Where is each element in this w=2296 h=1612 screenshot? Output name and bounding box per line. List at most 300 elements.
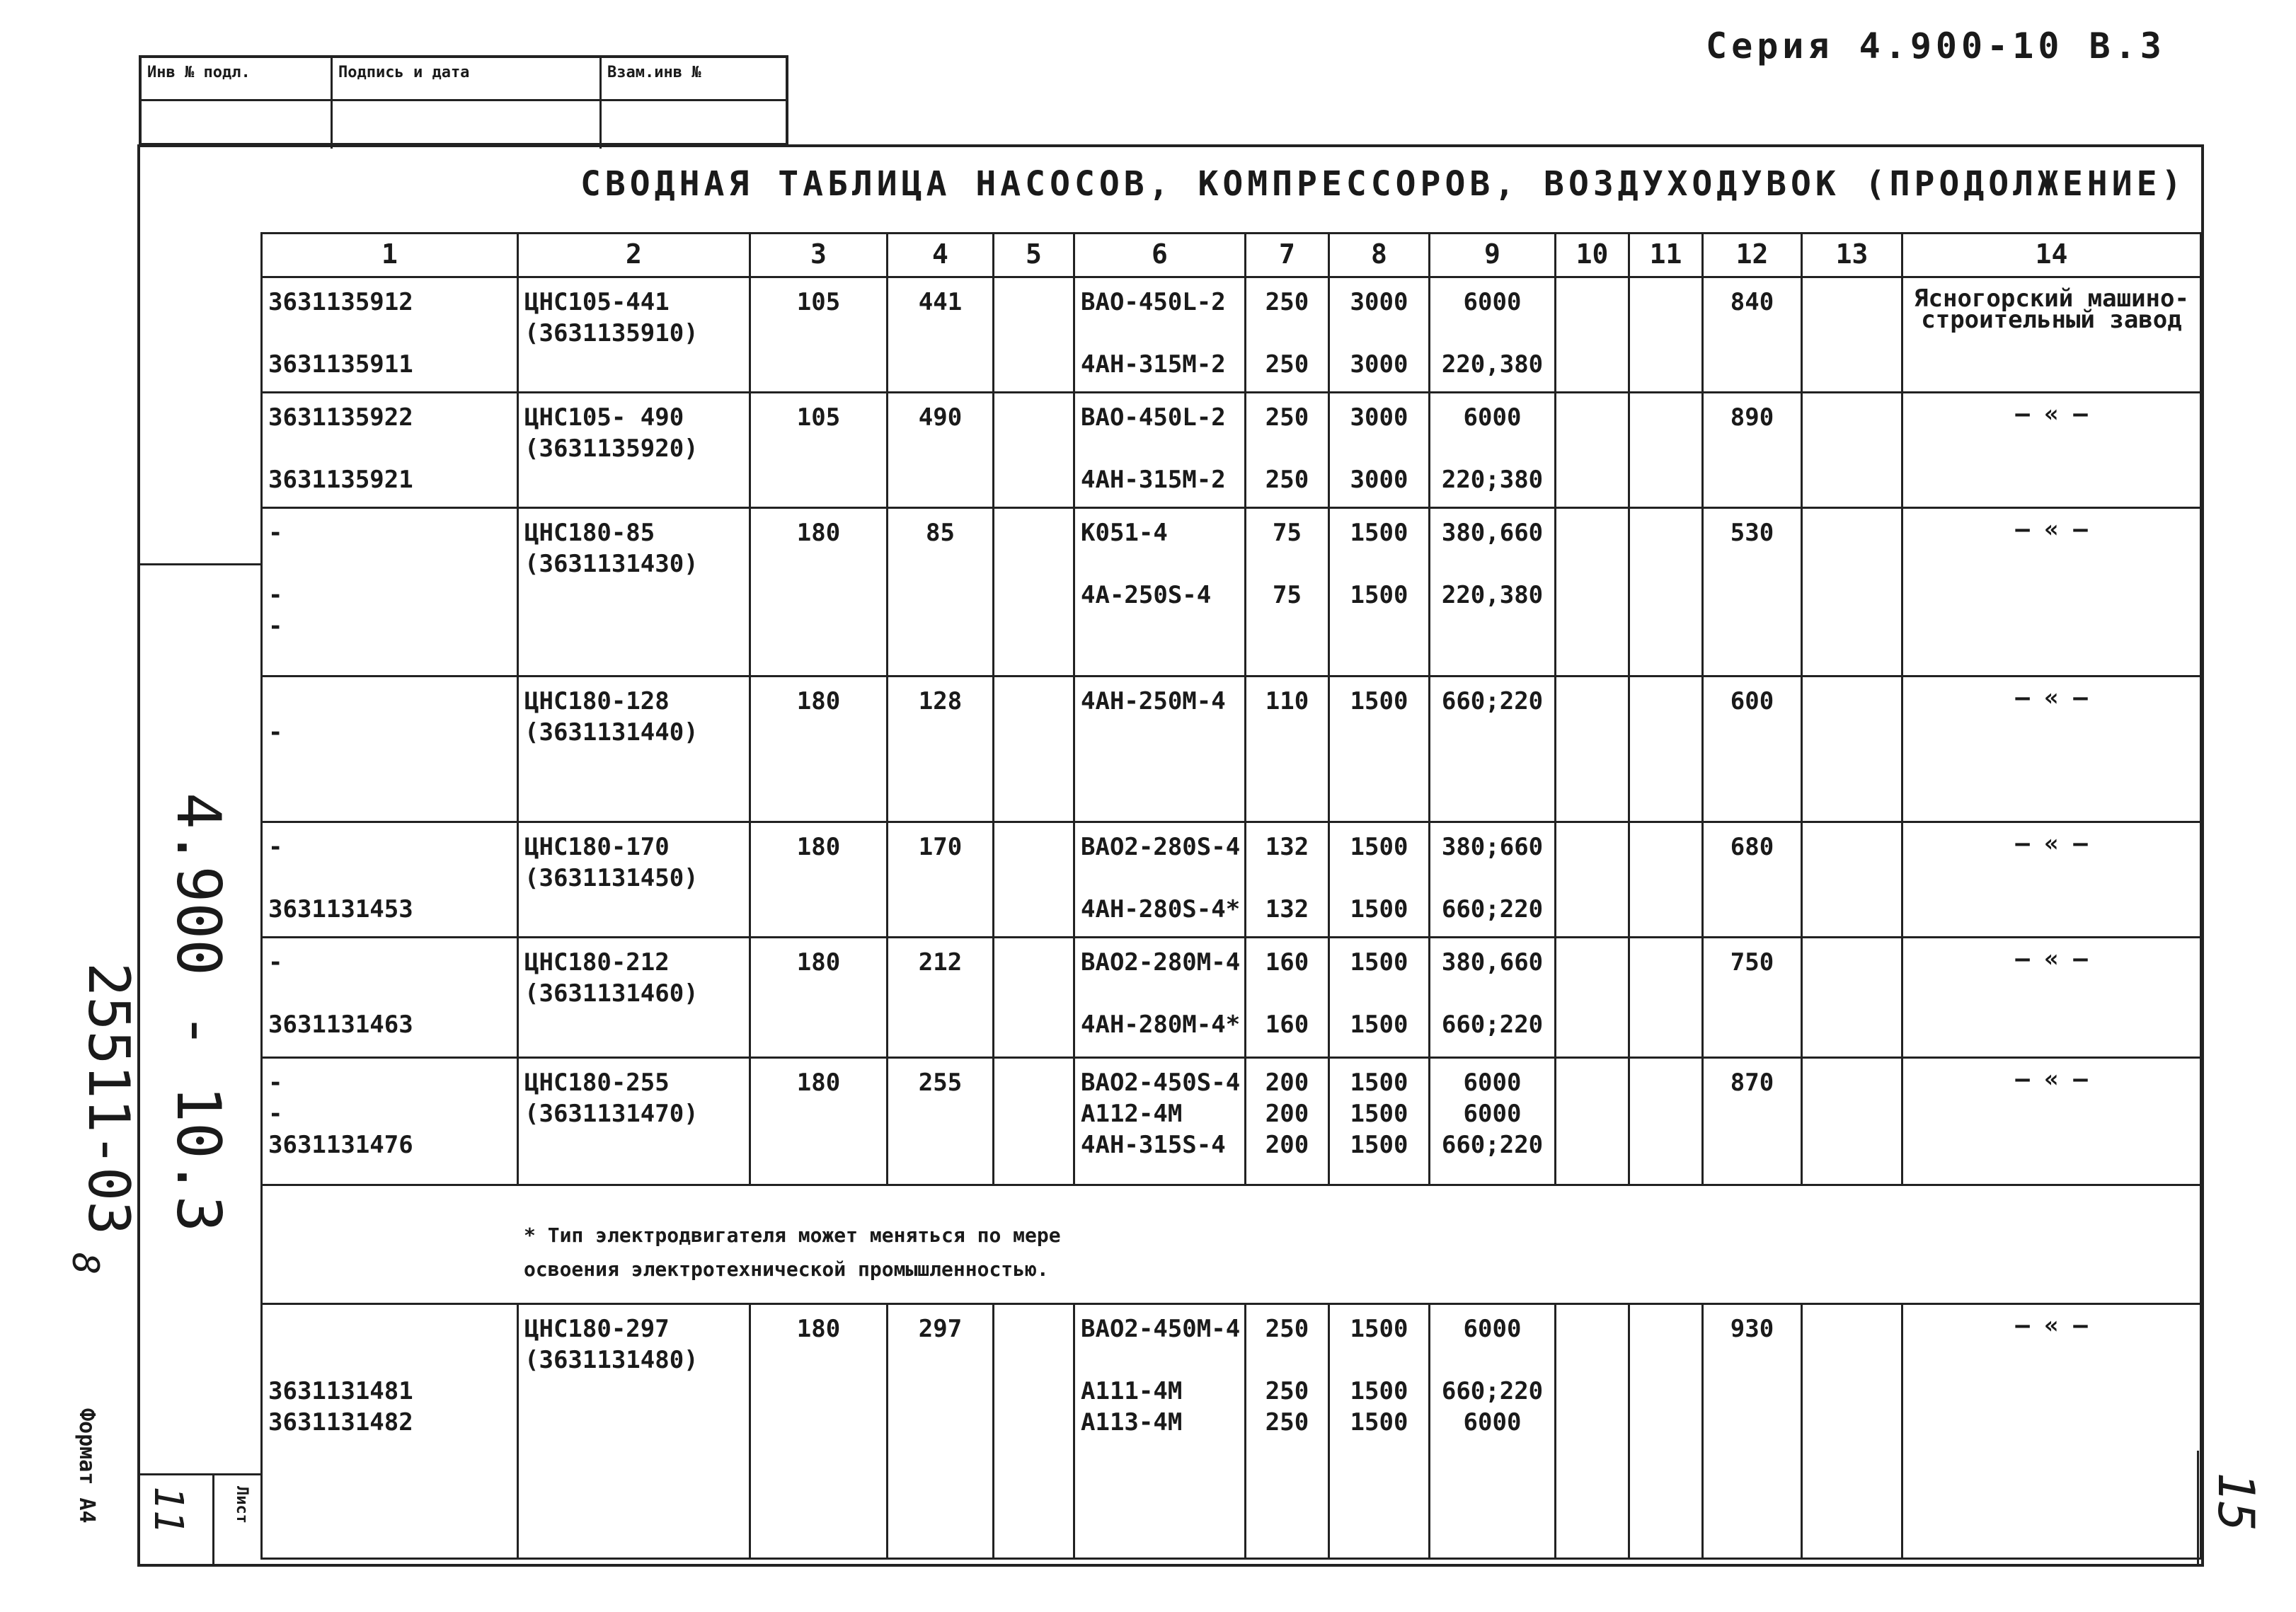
cell-line: 3631135911 xyxy=(268,350,413,379)
cell-line xyxy=(1081,1346,1239,1377)
cell-col-14 xyxy=(1902,1058,2201,1185)
cell-line: 660;220 xyxy=(1441,895,1544,923)
approval-stamp xyxy=(139,55,788,146)
cell-col-10 xyxy=(1556,277,1629,393)
header-col-14: 14 xyxy=(1902,234,2201,277)
cell-line: - xyxy=(268,612,283,640)
cell-line xyxy=(268,434,511,466)
cell-value: — « — xyxy=(2015,1311,2088,1340)
cell-line: 1500 xyxy=(1350,833,1408,861)
cell-line: 160 xyxy=(1265,948,1309,977)
cell-col-7 xyxy=(1246,938,1329,1058)
cell-col-13 xyxy=(1802,393,1902,508)
cell-col-4 xyxy=(888,393,994,508)
cell-col-9 xyxy=(1430,1058,1556,1185)
cell-col-6 xyxy=(1074,938,1246,1058)
table-row xyxy=(262,822,2201,938)
cell-line xyxy=(1336,979,1423,1011)
cell-line: 380,660 xyxy=(1441,948,1544,977)
cell-line: 3631131476 xyxy=(268,1131,413,1159)
cell-col-2 xyxy=(518,1304,750,1559)
cell-line: 110 xyxy=(1265,687,1309,715)
cell-line: А113-4М xyxy=(1081,1408,1183,1437)
cell-line xyxy=(1336,864,1423,895)
cell-line xyxy=(1336,434,1423,466)
header-col-11: 11 xyxy=(1629,234,1703,277)
cell-line: (3631135910) xyxy=(524,319,699,347)
cell-line xyxy=(1081,434,1239,466)
cell-line: 3631131482 xyxy=(268,1408,413,1437)
cell-col-10 xyxy=(1556,1058,1629,1185)
cell-line: (3631131440) xyxy=(524,718,699,747)
cell-col-8 xyxy=(1329,508,1430,677)
cell-line: 3631135912 xyxy=(268,288,413,316)
cell-line: - xyxy=(268,1100,283,1128)
stamp-cell-inv xyxy=(142,58,333,149)
format-label: Формат А4 xyxy=(74,1408,99,1524)
cell-col-11 xyxy=(1629,1058,1703,1185)
cell-line: 75 xyxy=(1273,581,1302,609)
cell-col-4 xyxy=(888,1304,994,1559)
cell-line: 380;660 xyxy=(1441,833,1544,861)
cell-line xyxy=(1436,979,1549,1011)
cell-col-1 xyxy=(262,677,518,822)
cell-line: 380,660 xyxy=(1441,519,1544,547)
cell-line xyxy=(268,687,511,718)
cell-line: 200 xyxy=(1265,1069,1309,1097)
cell-col-12 xyxy=(1703,277,1802,393)
cell-line xyxy=(1436,434,1549,466)
cell-value: 180 xyxy=(796,519,841,547)
cell-col-7 xyxy=(1246,277,1329,393)
cell-line: ВАО-450L-2 xyxy=(1081,288,1226,316)
cell-line: 3631131463 xyxy=(268,1011,413,1039)
cell-col-3 xyxy=(750,822,888,938)
cell-line: А112-4М xyxy=(1081,1100,1183,1128)
cell-col-14 xyxy=(1902,1304,2201,1559)
cell-col-9 xyxy=(1430,938,1556,1058)
cell-line: 250 xyxy=(1265,1408,1309,1437)
cell-value: 85 xyxy=(926,519,955,547)
cell-value: — « — xyxy=(2015,515,2088,543)
cell-col-11 xyxy=(1629,277,1703,393)
cell-line: ЦНС180-85 xyxy=(524,519,655,547)
cell-line: 6000 xyxy=(1463,288,1522,316)
stamp-label-sign: Подпись и дата xyxy=(338,64,470,81)
cell-line xyxy=(268,319,511,350)
header-col-4: 4 xyxy=(888,234,994,277)
cell-col-6 xyxy=(1074,822,1246,938)
cell-line: (3631131460) xyxy=(524,979,699,1008)
cell-line: ВАО2-450М-4 xyxy=(1081,1315,1241,1343)
cell-col-13 xyxy=(1802,277,1902,393)
cell-col-7 xyxy=(1246,508,1329,677)
cell-value: 170 xyxy=(918,833,963,861)
cell-line: ЦНС180-128 xyxy=(524,687,670,715)
cell-line: ЦНС180-255 xyxy=(524,1069,670,1097)
cell-line xyxy=(1081,979,1239,1011)
cell-line: 1500 xyxy=(1350,1408,1408,1437)
cell-line: 6000 xyxy=(1463,1315,1522,1343)
cell-line: К051-4 xyxy=(1081,519,1168,547)
cell-line: ВАО-450L-2 xyxy=(1081,403,1226,432)
cell-value: 255 xyxy=(918,1069,963,1097)
cell-line: 3000 xyxy=(1350,350,1408,379)
cell-line: (3631131430) xyxy=(524,550,699,578)
cell-line: 4АН-280М-4* xyxy=(1081,1011,1241,1039)
cell-col-7 xyxy=(1246,1058,1329,1185)
cell-line: 250 xyxy=(1265,466,1309,494)
cell-col-10 xyxy=(1556,1304,1629,1559)
table-row xyxy=(262,1304,2201,1559)
sheet-box-divider xyxy=(212,1473,214,1567)
cell-line: 1500 xyxy=(1350,1315,1408,1343)
footnote-line-2: освоения электротехнической промышленностью. xyxy=(524,1257,1049,1281)
cell-col-3 xyxy=(750,938,888,1058)
cell-col-9 xyxy=(1430,822,1556,938)
cell-col-1 xyxy=(262,938,518,1058)
cell-line xyxy=(1081,319,1239,350)
cell-value: Ясногорский машино-строительный завод xyxy=(1914,284,2189,334)
cell-col-8 xyxy=(1329,677,1430,822)
cell-value: 105 xyxy=(796,403,841,432)
cell-col-3 xyxy=(750,393,888,508)
cell-line xyxy=(268,550,511,581)
cell-col-6 xyxy=(1074,277,1246,393)
cell-line: 160 xyxy=(1265,1011,1309,1039)
cell-line: 660;220 xyxy=(1441,1131,1544,1159)
cell-col-9 xyxy=(1430,1304,1556,1559)
cell-col-4 xyxy=(888,938,994,1058)
cell-value: 180 xyxy=(796,948,841,977)
sheet-divider xyxy=(137,1473,260,1475)
cell-line: 4АН-315М-2 xyxy=(1081,466,1226,494)
cell-line xyxy=(268,1346,511,1377)
cell-value: 870 xyxy=(1730,1069,1774,1097)
cell-value: 180 xyxy=(796,833,841,861)
cell-col-3 xyxy=(750,1304,888,1559)
cell-col-13 xyxy=(1802,938,1902,1058)
cell-line: 3000 xyxy=(1350,403,1408,432)
cell-line xyxy=(1081,550,1239,581)
cell-col-1 xyxy=(262,1304,518,1559)
cell-col-2 xyxy=(518,393,750,508)
cell-line: 6000 xyxy=(1463,1408,1522,1437)
cell-col-1 xyxy=(262,1058,518,1185)
cell-col-14 xyxy=(1902,938,2201,1058)
cell-line xyxy=(1436,319,1549,350)
cell-line: 660;220 xyxy=(1441,687,1544,715)
cell-line: 200 xyxy=(1265,1131,1309,1159)
cell-col-9 xyxy=(1430,508,1556,677)
cell-col-12 xyxy=(1703,1304,1802,1559)
cell-line: 132 xyxy=(1265,833,1309,861)
cell-line: - xyxy=(268,1069,283,1097)
cell-line: 1500 xyxy=(1350,1011,1408,1039)
cell-line: ЦНС180-170 xyxy=(524,833,670,861)
sheet-number: 11 xyxy=(145,1486,191,1534)
cell-col-11 xyxy=(1629,822,1703,938)
cell-line: 1500 xyxy=(1350,581,1408,609)
cell-line xyxy=(1081,864,1239,895)
cell-line: 3631131453 xyxy=(268,895,413,923)
cell-col-13 xyxy=(1802,1058,1902,1185)
cell-line: 4А-250S-4 xyxy=(1081,581,1212,609)
cell-line: 3000 xyxy=(1350,288,1408,316)
footnote xyxy=(524,1219,1061,1286)
cell-line: (3631135920) xyxy=(524,434,699,463)
stamp-label-replace: Взам.инв № xyxy=(607,64,701,81)
header-col-2: 2 xyxy=(518,234,750,277)
cell-line: 1500 xyxy=(1350,687,1408,715)
cell-value: 297 xyxy=(918,1315,963,1343)
footnote-line-1: * Тип электродвигателя может меняться по мере xyxy=(524,1224,1061,1247)
cell-line: А111-4М xyxy=(1081,1377,1183,1405)
cell-col-6 xyxy=(1074,1058,1246,1185)
cell-line: 132 xyxy=(1265,895,1309,923)
cell-col-2 xyxy=(518,822,750,938)
header-row xyxy=(262,234,2201,277)
cell-line: 1500 xyxy=(1350,1069,1408,1097)
table-row xyxy=(262,938,2201,1058)
side-small-number: 8 xyxy=(64,1253,106,1275)
cell-value: — « — xyxy=(2015,400,2088,428)
cell-col-12 xyxy=(1703,822,1802,938)
cell-line xyxy=(1252,1346,1322,1377)
cell-col-4 xyxy=(888,1058,994,1185)
cell-line: - xyxy=(268,948,283,977)
cell-col-12 xyxy=(1703,677,1802,822)
stamp-cell-replace xyxy=(602,58,788,149)
cell-value: — « — xyxy=(2015,829,2088,858)
cell-col-2 xyxy=(518,677,750,822)
cell-col-13 xyxy=(1802,677,1902,822)
cell-col-8 xyxy=(1329,393,1430,508)
stamp-divider xyxy=(142,99,786,101)
cell-line: 220,380 xyxy=(1441,581,1544,609)
cell-col-10 xyxy=(1556,393,1629,508)
cell-col-1 xyxy=(262,277,518,393)
cell-line: 3631135921 xyxy=(268,466,413,494)
cell-line xyxy=(1436,550,1549,581)
cell-col-9 xyxy=(1430,677,1556,822)
cell-line xyxy=(1252,319,1322,350)
cell-line: - xyxy=(268,833,283,861)
header-col-7: 7 xyxy=(1246,234,1329,277)
cell-col-7 xyxy=(1246,393,1329,508)
doc-number: 25511-03 xyxy=(76,962,142,1236)
cell-line xyxy=(1252,434,1322,466)
cell-value: 680 xyxy=(1730,833,1774,861)
cell-line: (3631131480) xyxy=(524,1346,699,1374)
table-row xyxy=(262,677,2201,822)
cell-col-6 xyxy=(1074,393,1246,508)
cell-line: 1500 xyxy=(1350,1377,1408,1405)
cell-col-2 xyxy=(518,277,750,393)
cell-col-13 xyxy=(1802,822,1902,938)
cell-col-10 xyxy=(1556,938,1629,1058)
cell-line: 1500 xyxy=(1350,519,1408,547)
cell-col-8 xyxy=(1329,1058,1430,1185)
cell-line: 3631135922 xyxy=(268,403,413,432)
cell-value: 180 xyxy=(796,687,841,715)
cell-col-9 xyxy=(1430,277,1556,393)
cell-col-7 xyxy=(1246,677,1329,822)
cell-line: 1500 xyxy=(1350,895,1408,923)
cell-col-5 xyxy=(994,393,1074,508)
cell-line xyxy=(268,864,511,895)
cell-line: ЦНС105-441 xyxy=(524,288,670,316)
cell-line: 75 xyxy=(1273,519,1302,547)
cell-col-10 xyxy=(1556,508,1629,677)
cell-line xyxy=(1252,550,1322,581)
cell-line: 200 xyxy=(1265,1100,1309,1128)
cell-col-5 xyxy=(994,1058,1074,1185)
cell-col-6 xyxy=(1074,508,1246,677)
cell-col-12 xyxy=(1703,393,1802,508)
cell-col-6 xyxy=(1074,677,1246,822)
cell-value: 890 xyxy=(1730,403,1774,432)
cell-col-4 xyxy=(888,677,994,822)
cell-line xyxy=(268,1315,511,1346)
cell-line: ВАО2-280S-4 xyxy=(1081,833,1241,861)
cell-line: (3631131470) xyxy=(524,1100,699,1128)
cell-line: 4АН-280S-4* xyxy=(1081,895,1241,923)
cell-line: 250 xyxy=(1265,1315,1309,1343)
cell-col-5 xyxy=(994,677,1074,822)
cell-line: 220;380 xyxy=(1441,466,1544,494)
header-col-1: 1 xyxy=(262,234,518,277)
cell-value: 530 xyxy=(1730,519,1774,547)
header-col-10: 10 xyxy=(1556,234,1629,277)
cell-col-4 xyxy=(888,277,994,393)
sheet-label: Лист xyxy=(233,1486,251,1524)
cell-line: 6000 xyxy=(1463,403,1522,432)
cell-line: ВАО2-280М-4 xyxy=(1081,948,1241,977)
cell-col-5 xyxy=(994,1304,1074,1559)
cell-line xyxy=(1336,319,1423,350)
cell-line xyxy=(1336,1346,1423,1377)
cell-line: 1500 xyxy=(1350,1100,1408,1128)
cell-value: 490 xyxy=(918,403,963,432)
cell-line xyxy=(1436,864,1549,895)
cell-line: 250 xyxy=(1265,403,1309,432)
cell-line: 4АН-250М-4 xyxy=(1081,687,1226,715)
cell-line: - xyxy=(268,581,283,609)
cell-col-10 xyxy=(1556,822,1629,938)
cell-col-7 xyxy=(1246,1304,1329,1559)
table-row xyxy=(262,393,2201,508)
cell-line: 1500 xyxy=(1350,948,1408,977)
cell-col-13 xyxy=(1802,508,1902,677)
cell-col-8 xyxy=(1329,277,1430,393)
cell-col-4 xyxy=(888,822,994,938)
cell-col-11 xyxy=(1629,508,1703,677)
table-title: СВОДНАЯ ТАБЛИЦА НАСОСОВ, КОМПРЕССОРОВ, ВОЗДУХОДУВОК (ПРОДОЛЖЕНИЕ) xyxy=(580,164,2186,204)
cell-value: 600 xyxy=(1730,687,1774,715)
cell-line: 6000 xyxy=(1463,1100,1522,1128)
cell-line: 250 xyxy=(1265,288,1309,316)
cell-line: ВАО2-450S-4 xyxy=(1081,1069,1241,1097)
cell-value: 750 xyxy=(1730,948,1774,977)
cell-value: 105 xyxy=(796,288,841,316)
series-label: Серия 4.900-10 В.3 xyxy=(1706,25,2166,67)
cell-col-5 xyxy=(994,277,1074,393)
cell-value: 180 xyxy=(796,1315,841,1343)
header-col-5: 5 xyxy=(994,234,1074,277)
cell-line xyxy=(1436,1346,1549,1377)
doc-code: 4.900 - 10.3 xyxy=(163,793,234,1233)
cell-col-14 xyxy=(1902,822,2201,938)
cell-line: 3631131481 xyxy=(268,1377,413,1405)
cell-col-2 xyxy=(518,938,750,1058)
cell-col-1 xyxy=(262,822,518,938)
cell-col-11 xyxy=(1629,938,1703,1058)
cell-line: 4АН-315М-2 xyxy=(1081,350,1226,379)
cell-col-11 xyxy=(1629,1304,1703,1559)
cell-value: 840 xyxy=(1730,288,1774,316)
table-row xyxy=(262,1058,2201,1185)
header-col-9: 9 xyxy=(1430,234,1556,277)
cell-col-11 xyxy=(1629,393,1703,508)
cell-col-1 xyxy=(262,393,518,508)
cell-col-8 xyxy=(1329,1304,1430,1559)
cell-value: 212 xyxy=(918,948,963,977)
cell-col-10 xyxy=(1556,677,1629,822)
cell-value: 128 xyxy=(918,687,963,715)
table-row xyxy=(262,508,2201,677)
cell-value: 441 xyxy=(918,288,963,316)
cell-line: 3000 xyxy=(1350,466,1408,494)
cell-col-5 xyxy=(994,508,1074,677)
cell-value: — « — xyxy=(2015,684,2088,712)
cell-col-7 xyxy=(1246,822,1329,938)
stamp-cell-sign xyxy=(333,58,602,149)
cell-line: - xyxy=(268,519,283,547)
summary-table xyxy=(260,232,2202,1560)
header-col-13: 13 xyxy=(1802,234,1902,277)
cell-col-5 xyxy=(994,938,1074,1058)
header-col-8: 8 xyxy=(1329,234,1430,277)
cell-line: 1500 xyxy=(1350,1131,1408,1159)
cell-col-14 xyxy=(1902,393,2201,508)
cell-col-2 xyxy=(518,1058,750,1185)
page-num-divider xyxy=(2197,1451,2199,1567)
cell-col-2 xyxy=(518,508,750,677)
cell-col-12 xyxy=(1703,508,1802,677)
cell-line: 660;220 xyxy=(1441,1011,1544,1039)
cell-line xyxy=(1252,979,1322,1011)
cell-col-14 xyxy=(1902,677,2201,822)
cell-line xyxy=(1252,864,1322,895)
cell-col-13 xyxy=(1802,1304,1902,1559)
cell-col-12 xyxy=(1703,1058,1802,1185)
cell-line: 250 xyxy=(1265,1377,1309,1405)
cell-value: 930 xyxy=(1730,1315,1774,1343)
cell-value: — « — xyxy=(2015,1065,2088,1093)
cell-line: ЦНС105- 490 xyxy=(524,403,684,432)
cell-value: 180 xyxy=(796,1069,841,1097)
cell-value: — « — xyxy=(2015,945,2088,973)
cell-line: ЦНС180-297 xyxy=(524,1315,670,1343)
cell-line: (3631131450) xyxy=(524,864,699,892)
cell-col-3 xyxy=(750,508,888,677)
cell-col-12 xyxy=(1703,938,1802,1058)
cell-line: 250 xyxy=(1265,350,1309,379)
cell-col-5 xyxy=(994,822,1074,938)
cell-line: 4АН-315S-4 xyxy=(1081,1131,1226,1159)
cell-col-11 xyxy=(1629,677,1703,822)
